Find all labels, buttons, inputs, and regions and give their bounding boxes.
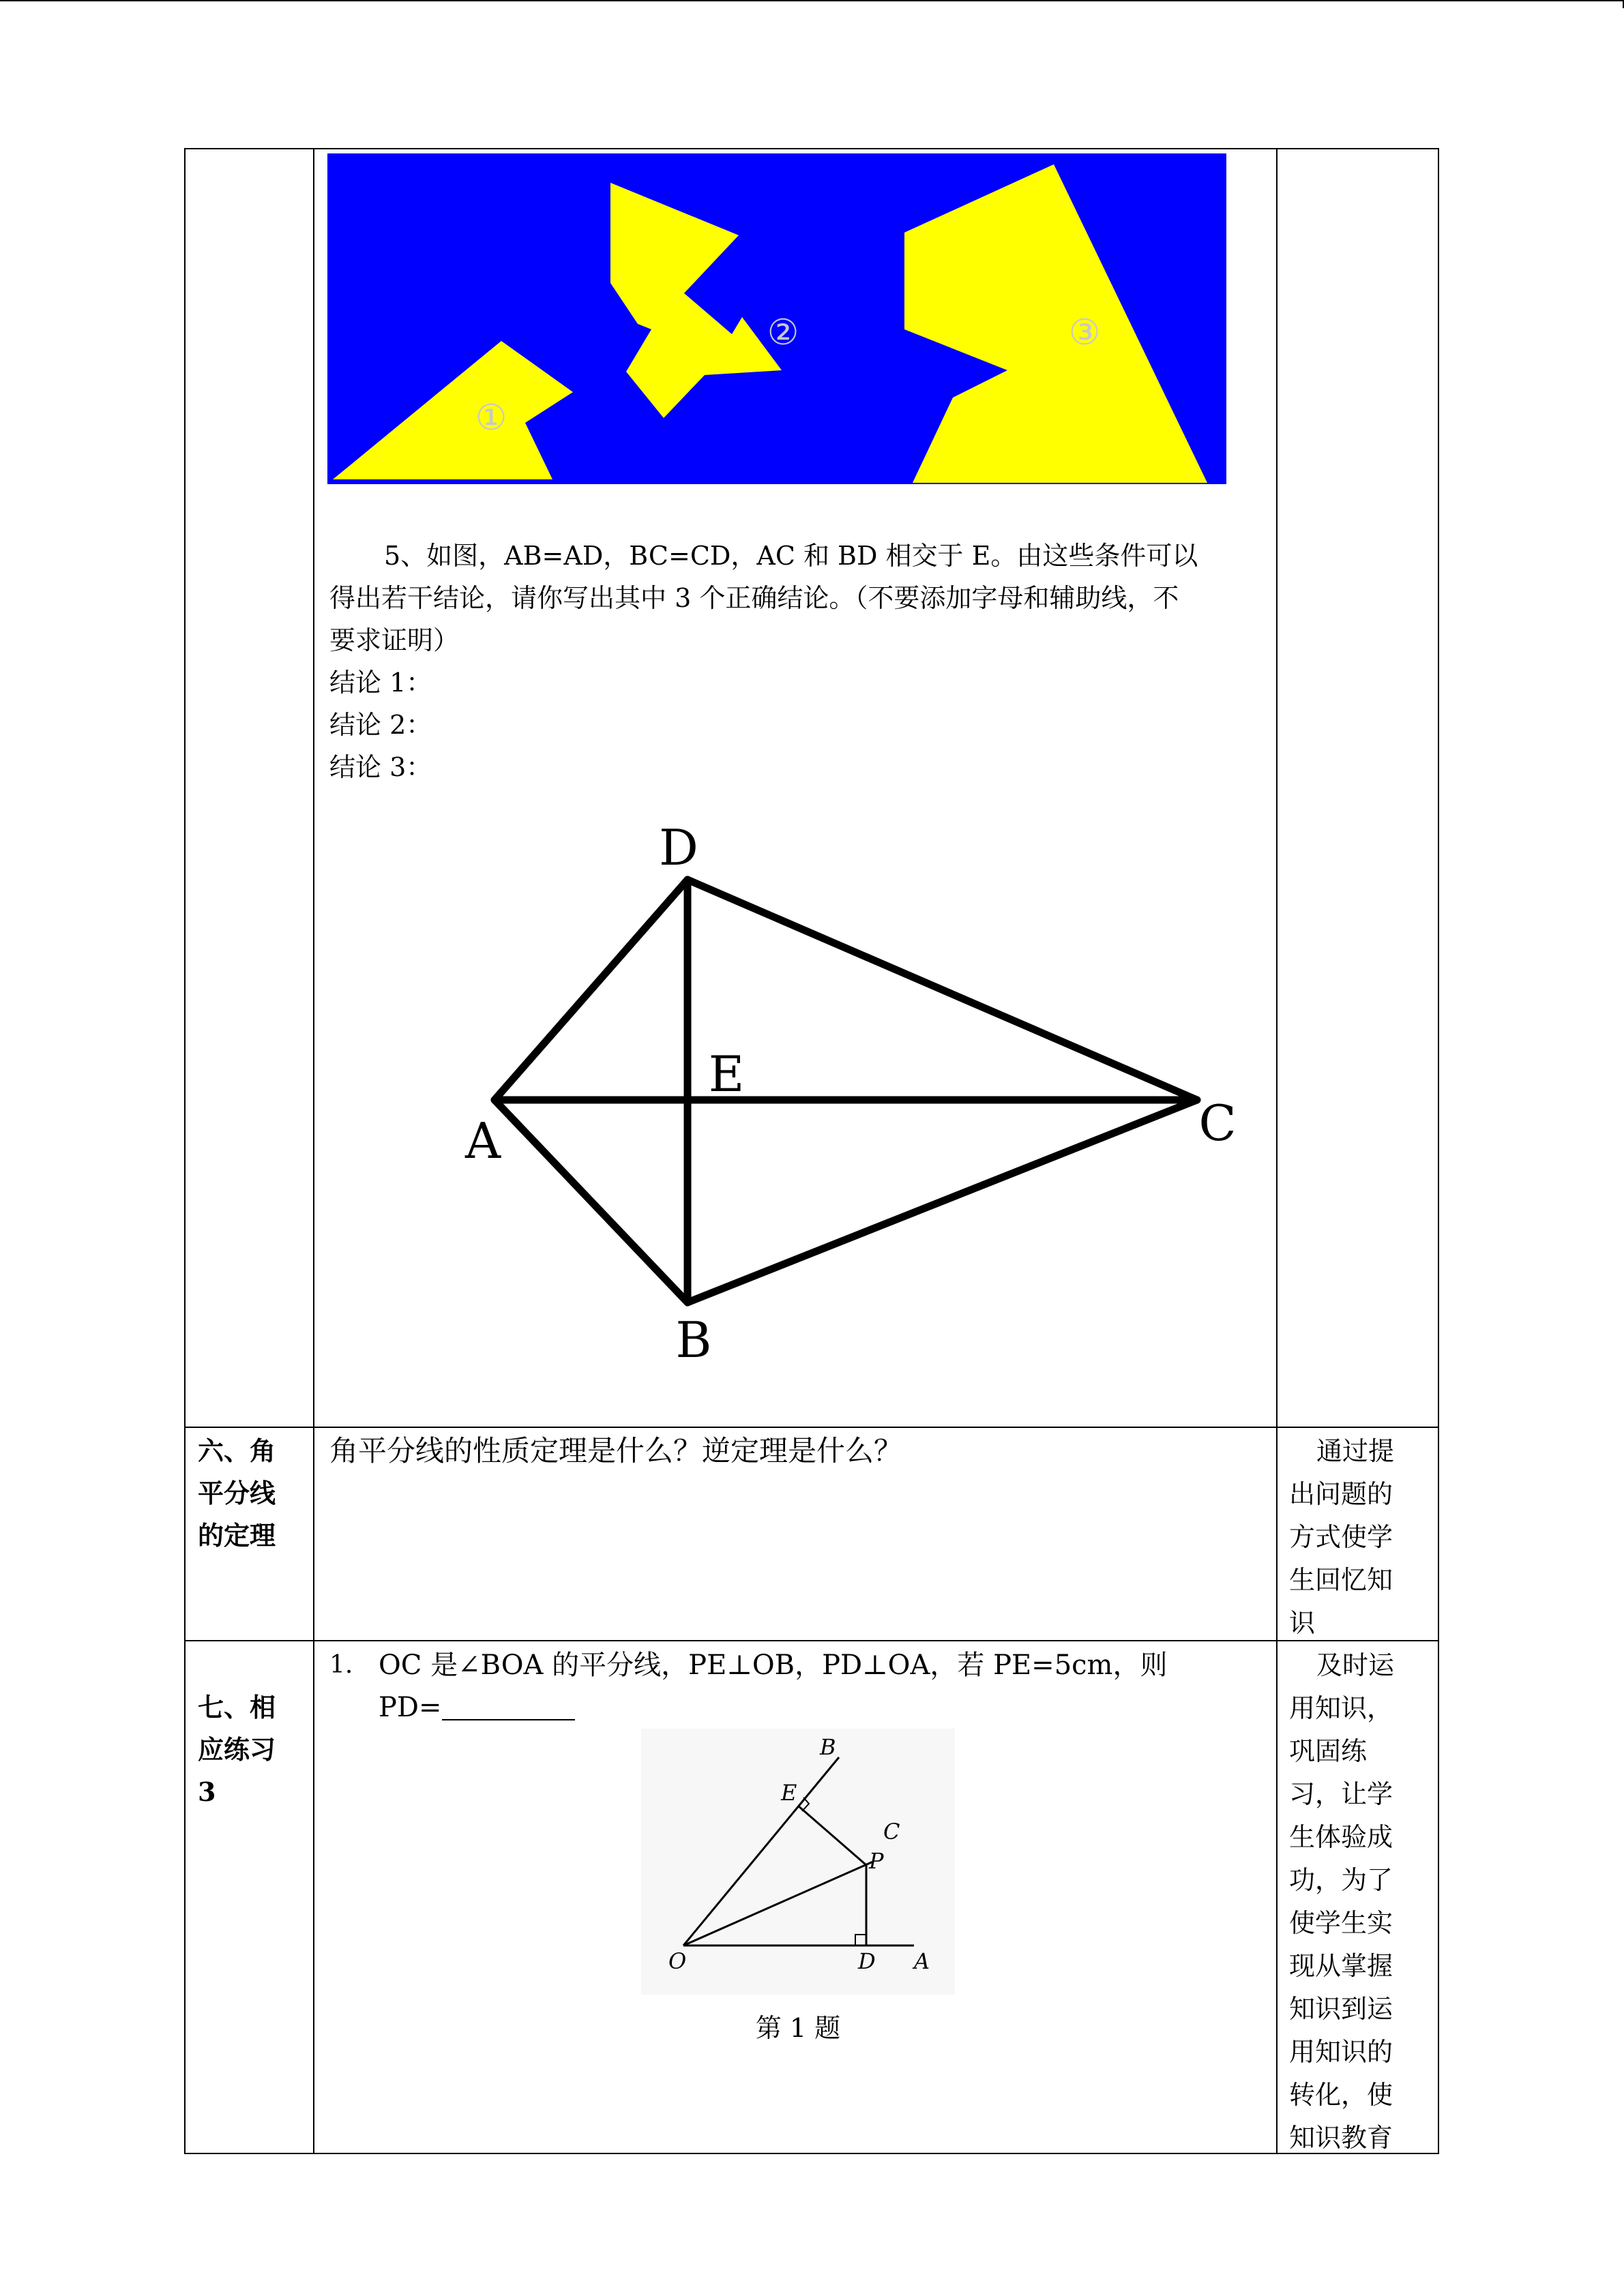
q1-text-line-2: PD= [379,1692,442,1723]
section-6-label-line-1: 六、角 [198,1435,276,1466]
kite-figure [437,811,1255,1384]
section-7-remark [1289,1644,1436,2160]
label-e: E [781,1780,797,1806]
angle-bisector-figure [641,1729,955,1995]
section-7-label-line-3: 3 [198,1776,216,1807]
section-7-remark-line-2: 用知识， [1289,1693,1393,1723]
label-c: C [883,1819,900,1845]
section-6-remark-line-5: 识 [1289,1608,1316,1638]
section-7-remark-line-7: 使学生实 [1289,1908,1393,1938]
section-7-label-line-2: 应练习 [198,1734,276,1765]
section-7-remark-line-10: 用知识的 [1289,2037,1393,2067]
section-7-remark-line-3: 巩固练 [1289,1736,1368,1766]
section-6-label-line-3: 的定理 [198,1520,276,1551]
conclusion-2: 结论 2： [329,710,432,740]
section-6-remark [1289,1430,1436,1645]
figure-background [641,1729,955,1995]
label-a: A [914,1948,930,1974]
table-border-right [1438,148,1439,2154]
shape-label-3: ③ [1068,312,1101,353]
section-7-remark-line-12: 知识教育 [1289,2123,1393,2153]
section-7-label [198,1686,307,1813]
q1-line-1 [329,1644,1271,1686]
vertex-d: D [659,819,698,876]
table-border-bottom [184,2153,1439,2154]
section-7-question-1 [329,1644,1271,1729]
table-border-top [184,148,1439,149]
vertex-c: C [1198,1094,1237,1152]
section-7-remark-line-5: 生体验成 [1289,1822,1393,1852]
shape-label-2: ② [767,312,799,353]
column-divider-2 [1276,148,1278,2154]
q5-line-2: 得出若干结论，请你写出其中 3 个正确结论。（不要添加字母和辅助线，不 [329,583,1179,613]
section-7-remark-line-9: 知识到运 [1289,1994,1393,2024]
section-7-remark-line-1: 及时运 [1316,1650,1395,1680]
label-b: B [820,1734,836,1760]
section-6-remark-line-4: 生回忆知 [1289,1565,1393,1595]
q5-text [329,535,1271,788]
q1-number: 1. [329,1651,353,1679]
q5-line-3: 要求证明） [329,625,460,655]
label-o: O [668,1948,687,1974]
section-6-label [198,1430,307,1557]
section-6-question: 角平分线的性质定理是什么？逆定理是什么？ [329,1434,903,1467]
point-e: E [708,1045,745,1103]
section-7-remark-line-8: 现从掌握 [1289,1951,1393,1981]
q5-line-1: 5、如图，AB=AD，BC=CD，AC 和 BD 相交于 E。由这些条件可以 [384,541,1198,571]
conclusion-3: 结论 3： [329,752,432,782]
section-6-label-line-2: 平分线 [198,1478,276,1508]
conclusion-1: 结论 1： [329,668,432,698]
q1-line-2 [329,1686,1271,1729]
row-divider-1 [184,1427,1439,1428]
label-p: P [869,1848,884,1874]
answer-blank[interactable] [442,1692,575,1720]
table-border-left [184,148,186,2154]
row-divider-2 [184,1640,1439,1641]
section-7-remark-line-6: 功，为了 [1289,1865,1393,1895]
shapes-figure [327,153,1226,484]
column-divider-1 [313,148,314,2154]
section-7-remark-line-11: 转化，使 [1289,2080,1393,2110]
label-d: D [858,1948,876,1974]
kite-outline [494,880,1197,1302]
section-6-remark-line-3: 方式使学 [1289,1522,1393,1552]
figure-caption: 第 1 题 [755,2013,841,2043]
q1-text-line-1: OC 是∠BOA 的平分线，PE⊥OB，PD⊥OA，若 PE=5cm，则 [379,1650,1168,1681]
section-7-remark-line-4: 习，让学 [1289,1779,1393,1809]
section-6-remark-line-1: 通过提 [1316,1436,1395,1466]
section-7-label-line-1: 七、相 [198,1692,276,1723]
page-top-border [0,0,1624,1]
vertex-b: B [675,1311,712,1369]
section-6-remark-line-2: 出问题的 [1289,1479,1393,1509]
vertex-a: A [465,1112,501,1169]
shape-label-1: ① [475,398,507,438]
